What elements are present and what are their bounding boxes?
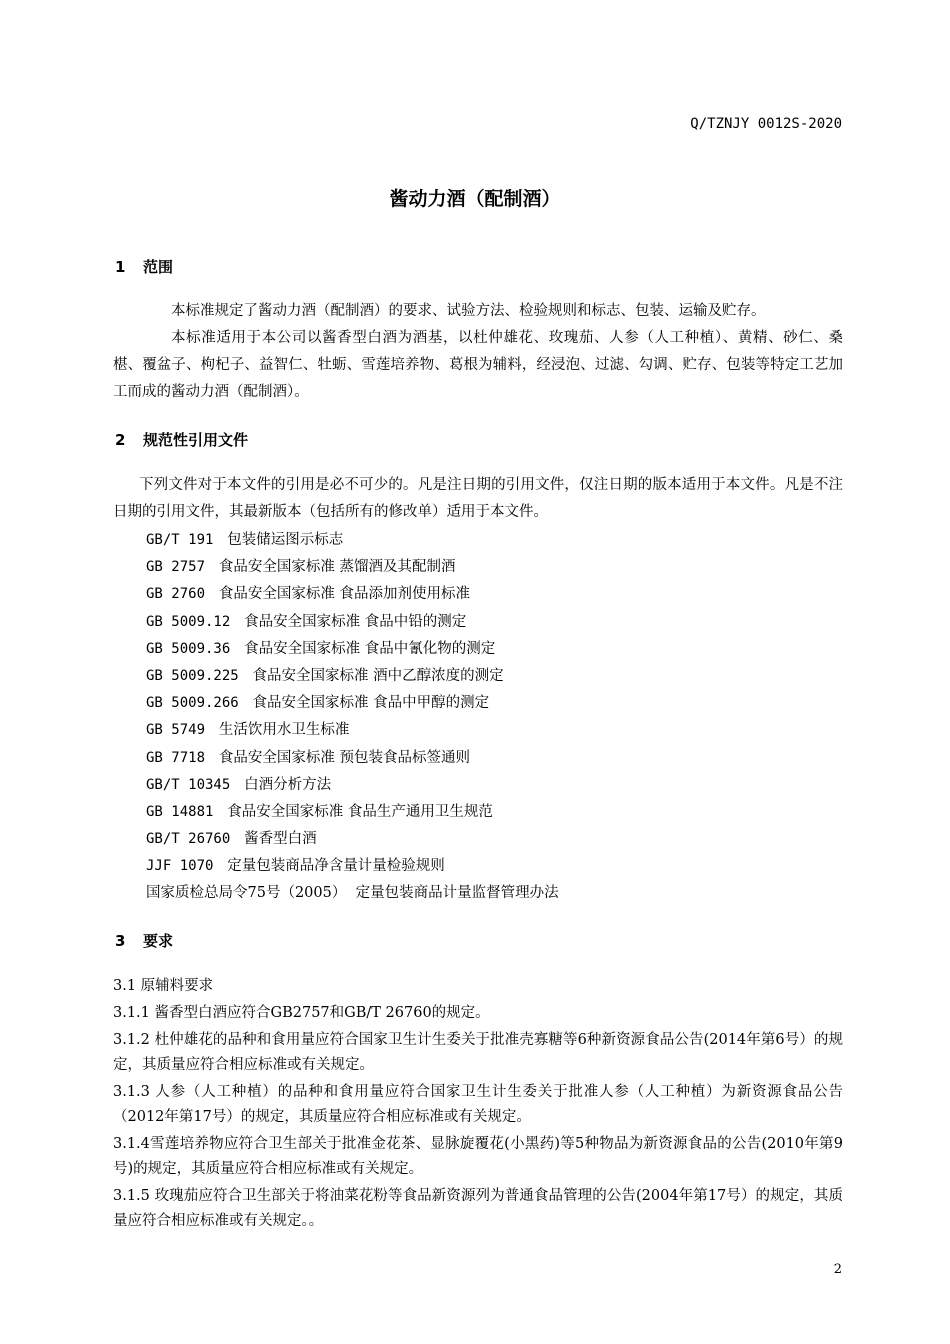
- reference-item: [146, 609, 559, 636]
- reference-item: [146, 636, 559, 663]
- reference-title: 包装储运图示标志: [227, 532, 344, 548]
- reference-code: GB 5009.12: [146, 613, 231, 630]
- reference-item: [146, 772, 559, 799]
- reference-item: [146, 554, 559, 581]
- reference-item: [146, 717, 559, 744]
- reference-item: [146, 745, 559, 772]
- reference-title: 生活饮用水卫生标准: [218, 722, 350, 739]
- section-title: 范围: [143, 258, 174, 276]
- reference-title: 定量包装商品净含量计量检验规则: [227, 858, 445, 875]
- document-title: 酱动力酒（配制酒）: [389, 188, 561, 210]
- requirements-list: [113, 974, 843, 1236]
- page-number: 2: [833, 1262, 842, 1277]
- reference-item: [146, 799, 559, 826]
- reference-code: GB/T 191: [146, 532, 214, 548]
- reference-title: 食品安全国家标准 酒中乙醇浓度的测定: [252, 667, 504, 684]
- reference-item: [146, 880, 559, 907]
- reference-title: 白酒分析方法: [244, 776, 332, 793]
- reference-code: GB 2760: [146, 586, 206, 603]
- requirement-item: 3.1.5 玫瑰茄应符合卫生部关于将油菜花粉等食品新资源列为普通食品管理的公告(2004年第17号）的规定，其质量应符合相应标准或有关规定。。: [113, 1188, 843, 1229]
- reference-item: [146, 826, 559, 853]
- section-heading-scope: [115, 256, 173, 277]
- reference-item: [146, 690, 559, 717]
- reference-code: GB 2757: [146, 559, 206, 576]
- reference-title: 食品安全国家标准 蒸馏酒及其配制酒: [218, 559, 456, 576]
- reference-code: GB 14881: [146, 803, 214, 820]
- section-number: 2: [115, 431, 126, 449]
- requirement-item: 3.1.4雪莲培养物应符合卫生部关于批准金花茶、显脉旋覆花(小黑药)等5种物品为新资源食品的公告(2010年第9号)的规定，其质量应符合相应标准或有关规定。: [113, 1136, 843, 1177]
- reference-code: GB 5749: [146, 722, 206, 739]
- reference-item: [146, 527, 559, 554]
- scope-paragraph-2: 本标准适用于本公司以酱香型白酒为酒基，以杜仲雄花、玫瑰茄、人参（人工种植）、黄精、砂仁、桑椹、覆盆子、枸杞子、益智仁、牡蛎、雪莲培养物、葛根为辅料，经浸泡、过滤、勾调、贮存、包装等特定工艺加工而成的酱动力酒（配制酒）。: [113, 330, 843, 400]
- requirement-item: 3.1.2 杜仲雄花的品种和食用量应符合国家卫生计生委关于批准壳寡糖等6种新资源食品公告(2014年第6号）的规定，其质量应符合相应标准或有关规定。: [113, 1032, 843, 1073]
- section-number: 3: [115, 932, 126, 950]
- reference-code: GB/T 26760: [146, 831, 231, 848]
- requirement-item: 3.1 原辅料要求: [113, 978, 214, 994]
- reference-code: GB/T 10345: [146, 776, 231, 793]
- section-heading-requirements: [115, 930, 173, 951]
- reference-item: [146, 853, 559, 880]
- reference-code: GB 7718: [146, 749, 206, 766]
- requirement-item: 3.1.1 酱香型白酒应符合GB2757和GB/T 26760的规定。: [113, 1005, 490, 1021]
- references-intro: 下列文件对于本文件的引用是必不可少的。凡是注日期的引用文件，仅注日期的版本适用于本文件。凡是不注日期的引用文件，其最新版本（包括所有的修改单）适用于本文件。: [113, 477, 843, 520]
- reference-code: JJF 1070: [146, 858, 214, 875]
- reference-item: [146, 663, 559, 690]
- reference-title: 食品安全国家标准 预包装食品标签通则: [218, 749, 470, 766]
- section-heading-references: [115, 429, 248, 450]
- reference-title: 食品安全国家标准 食品中氰化物的测定: [244, 640, 496, 657]
- requirement-item: 3.1.3 人参（人工种植）的品种和食用量应符合国家卫生计生委关于批准人参（人工种植）为新资源食品公告（2012年第17号）的规定，其质量应符合相应标准或有关规定。: [113, 1084, 843, 1125]
- reference-code: GB 5009.266: [146, 695, 239, 712]
- reference-code: GB 5009.36: [146, 640, 231, 657]
- reference-title: 食品安全国家标准 食品生产通用卫生规范: [227, 803, 493, 820]
- standard-code: Q/TZNJY 0012S-2020: [690, 116, 842, 132]
- reference-title: 食品安全国家标准 食品中铅的测定: [244, 613, 467, 630]
- reference-title: 酱香型白酒: [244, 831, 317, 848]
- reference-item: [146, 581, 559, 608]
- section-title: 规范性引用文件: [143, 431, 249, 449]
- section-number: 1: [115, 258, 126, 276]
- scope-paragraph-1: 本标准规定了酱动力酒（配制酒）的要求、试验方法、检验规则和标志、包装、运输及贮存。: [171, 303, 766, 319]
- reference-list: [146, 527, 559, 908]
- reference-title: 食品安全国家标准 食品添加剂使用标准: [218, 586, 470, 603]
- section-title: 要求: [143, 932, 174, 950]
- reference-title: 定量包装商品计量监督管理办法: [355, 885, 559, 902]
- reference-code: GB 5009.225: [146, 667, 239, 684]
- reference-title: 食品安全国家标准 食品中甲醇的测定: [252, 695, 490, 712]
- reference-code: 国家质检总局令75号（2005）: [146, 885, 347, 902]
